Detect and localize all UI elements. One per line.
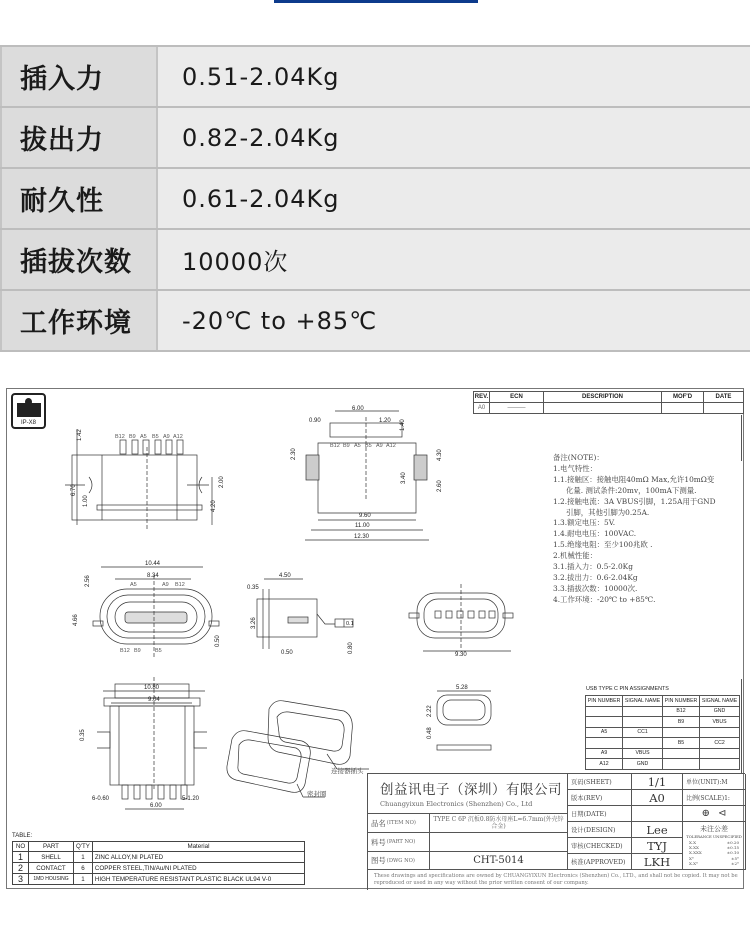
note-line: 3.3.插拔次数：10000次.	[553, 583, 638, 593]
checker-value: TYJ	[632, 838, 683, 854]
svg-text:0.48: 0.48	[427, 727, 433, 739]
svg-text:1.20: 1.20	[379, 418, 391, 424]
spec-value: 10000次	[158, 230, 750, 289]
note-line: 1.3.额定电压：5V.	[553, 518, 616, 528]
svg-text:0.80: 0.80	[348, 642, 354, 654]
svg-text:5-1.20: 5-1.20	[182, 796, 200, 802]
note-line: 1.2.接触电流：3A VBUS引脚，1.25A用于GND	[553, 496, 716, 506]
part-label	[368, 833, 430, 852]
pin-cell	[700, 759, 740, 770]
company-name-en: Chuangyixun Electronics (Shenzhen) Co., Ltd	[380, 800, 533, 808]
company-block	[368, 774, 568, 814]
pin-cell: B9	[662, 717, 699, 728]
spec-value: 0.51-2.04Kg	[158, 47, 750, 106]
part-label-cn: 料号	[371, 837, 386, 847]
date-header: DATE	[704, 392, 744, 403]
pin-cell	[623, 706, 663, 717]
item-label	[368, 814, 430, 833]
spec-label: 工作环境	[0, 291, 158, 350]
svg-text:12.30: 12.30	[354, 534, 370, 540]
pin-label: B5	[152, 434, 159, 440]
svg-text:2.56: 2.56	[85, 575, 91, 587]
svg-text:2.22: 2.22	[427, 705, 433, 717]
front-view	[305, 411, 429, 540]
spec-row	[0, 230, 750, 291]
svg-text:2.60: 2.60	[437, 480, 443, 492]
dwg-label-en: (DWG NO)	[386, 857, 415, 864]
note-line: 4.工作环境：-20℃ to +85℃.	[553, 594, 656, 604]
material-cell: 6	[74, 863, 93, 874]
pin-row	[586, 759, 740, 770]
svg-text:4.50: 4.50	[279, 573, 291, 579]
sheet-divider	[741, 679, 742, 773]
note-line: 3.2.拔出力：0.6-2.04Kg	[553, 572, 638, 582]
pin-cell	[662, 748, 699, 759]
svg-text:2.30: 2.30	[291, 448, 297, 460]
rev-header: REV.	[474, 392, 490, 403]
pin-cell: A12	[586, 759, 623, 770]
rev-cell: A0	[474, 403, 490, 414]
material-cell: HIGH TEMPERATURE RESISTANT PLASTIC BLACK UL94 V-0	[92, 874, 304, 885]
note-line: 1.5.绝缘电阻：至少100兆欧 .	[553, 540, 653, 550]
note-line: 2.机械性能：	[553, 551, 598, 561]
material-cell: SHELL	[29, 852, 74, 863]
pin-cell: GND	[700, 706, 740, 717]
svg-text:9.04: 9.04	[148, 697, 160, 703]
material-cell: 1MD HOUSING	[29, 874, 74, 885]
top-view	[65, 429, 212, 529]
tolerance-val: ±0.10	[726, 850, 739, 856]
svg-text:0.50: 0.50	[215, 635, 221, 647]
spec-row	[0, 291, 750, 352]
spec-table	[0, 45, 750, 352]
pin-row	[586, 706, 740, 717]
material-cell: 1	[74, 874, 93, 885]
title-block	[367, 773, 745, 890]
header-accent-bar	[274, 0, 478, 3]
pin-label: B12	[115, 434, 125, 440]
mofd-header: MOF'D	[662, 392, 704, 403]
svg-text:1.40: 1.40	[400, 419, 406, 431]
svg-text:8.34: 8.34	[147, 573, 159, 579]
part-label-en: (PART NO)	[386, 839, 416, 845]
note-line: 1.电气特性：	[553, 463, 598, 473]
tolerance-key: X.XX	[689, 845, 699, 851]
pin-assignment-table	[585, 695, 740, 770]
material-header: NO	[13, 842, 29, 852]
pin-cell	[586, 738, 623, 749]
svg-text:6.00: 6.00	[150, 803, 162, 809]
svg-text:2.00: 2.00	[219, 476, 225, 488]
pin-label: A5	[354, 443, 361, 449]
pin-cell: GND	[623, 759, 663, 770]
ecn-header: ECN	[490, 392, 544, 403]
pin-cell: CC1	[623, 727, 663, 738]
tolerance-key: X.X°	[689, 860, 698, 866]
description-header: DESCRIPTION	[544, 392, 662, 403]
spec-label: 耐久性	[0, 169, 158, 228]
material-cell: ZINC ALLOY,NI PLATED	[92, 852, 304, 863]
pin-label: B12	[120, 648, 130, 654]
svg-text:4.30: 4.30	[437, 449, 443, 461]
approver-value: LKH	[632, 854, 683, 870]
pin-cell: A5	[586, 727, 623, 738]
svg-text:3.26: 3.26	[251, 617, 257, 629]
designer-value: Lee	[632, 822, 683, 838]
rev-value: A0	[632, 790, 683, 806]
spec-label: 插入力	[0, 47, 158, 106]
svg-text:0.50: 0.50	[281, 650, 293, 656]
tolerance-subtitle: TOLERANCE UNSPECIFIED	[686, 834, 742, 839]
pin-header: PIN NUMBER	[662, 696, 699, 707]
spec-row	[0, 169, 750, 230]
notes-block	[553, 453, 743, 606]
note-line: 1.1.接触区：接触电阻40mΩ Max,允许10mΩ变	[553, 474, 715, 484]
rev-label: 版本(REV)	[568, 790, 632, 806]
ip-rating-label: IP-X8	[20, 420, 36, 426]
tolerance-key: X.X	[689, 840, 696, 845]
tolerance-key: X°	[689, 855, 694, 861]
pin-label: A9	[162, 582, 169, 588]
svg-text:0.35: 0.35	[247, 585, 259, 591]
pin-label: A9	[376, 443, 383, 449]
pin-table-title: USB TYPE C PIN ASSIGNMENTS	[586, 686, 669, 692]
pin-cell	[623, 738, 663, 749]
sheet-value: 1/1	[632, 774, 683, 790]
pin-header: SIGNAL NAME	[623, 696, 663, 707]
date-value	[632, 806, 683, 822]
part-value	[430, 833, 568, 852]
pin-cell	[586, 706, 623, 717]
svg-text:4.66: 4.66	[73, 614, 79, 626]
dwg-number: CHT-5014	[430, 852, 568, 870]
pin-label: B9	[134, 648, 141, 654]
pin-label: B5	[155, 648, 162, 654]
material-cell: 1	[13, 852, 29, 863]
pin-header: SIGNAL NAME	[700, 696, 740, 707]
connector-label: 连接器插头	[331, 768, 364, 775]
spec-value: -20℃ to +85℃	[158, 291, 750, 350]
svg-text:9.60: 9.60	[359, 513, 371, 519]
note-line: 1.4.耐电电压：100VAC.	[553, 529, 637, 539]
ecn-cell: ———	[490, 403, 544, 414]
pin-label: B5	[365, 443, 372, 449]
pin-cell	[700, 748, 740, 759]
dwg-label	[368, 852, 430, 870]
tolerance-val: ±5°	[731, 855, 739, 861]
projection-symbol	[683, 806, 746, 822]
svg-text:4.20: 4.20	[211, 500, 217, 512]
pin-cell	[586, 717, 623, 728]
tolerance-key: X.XXX	[689, 850, 702, 856]
material-cell: 1	[74, 852, 93, 863]
pin-cell: A9	[586, 748, 623, 759]
svg-text:6-0.60: 6-0.60	[92, 796, 110, 802]
pin-row	[586, 717, 740, 728]
tolerance-val: ±0.15	[726, 845, 739, 851]
note-line: 引脚，其他引脚为0.25A.	[566, 507, 650, 517]
spec-label: 拔出力	[0, 108, 158, 167]
flatness-tolerance: 0.1	[346, 621, 354, 627]
pin-label: B9	[129, 434, 136, 440]
scale-label: 比例(SCALE)1:	[683, 790, 746, 806]
note-line: 化量. 测试条件:20mv，100mA下测量.	[566, 485, 697, 495]
pin-cell: VBUS	[623, 748, 663, 759]
pin-row	[586, 738, 740, 749]
isometric-view	[227, 701, 369, 797]
pin-row	[586, 748, 740, 759]
pin-cell: B12	[662, 706, 699, 717]
pin-cell: B5	[662, 738, 699, 749]
svg-text:10.80: 10.80	[144, 685, 160, 691]
tolerance-list	[683, 839, 745, 867]
tolerance-block	[683, 822, 746, 870]
pin-cell	[662, 727, 699, 738]
svg-text:1.42: 1.42	[77, 429, 83, 441]
side-view	[257, 579, 353, 649]
material-cell: 2	[13, 863, 29, 874]
approved-label: 核准(APPROVED)	[568, 854, 632, 870]
pin-cell	[700, 727, 740, 738]
engineering-drawing	[6, 388, 744, 889]
item-value: TYPE C 6P 沉板0.8防水母座L=6.7mm(外壳锌合金)	[430, 814, 568, 833]
svg-text:9.30: 9.30	[455, 652, 467, 658]
svg-text:10.44: 10.44	[145, 561, 161, 567]
material-cell: CONTACT	[29, 863, 74, 874]
mating-view	[409, 584, 513, 651]
material-table	[12, 841, 305, 885]
pin-label: A9	[163, 434, 170, 440]
material-row	[13, 874, 305, 885]
svg-text:3.40: 3.40	[401, 472, 407, 484]
pin-cell: CC2	[700, 738, 740, 749]
pin-label: B9	[343, 443, 350, 449]
material-header: Material	[92, 842, 304, 852]
item-label-en: (ITEM NO)	[386, 820, 416, 826]
projection-cone-icon: ⊲	[718, 808, 727, 819]
tolerance-val: ±2°	[731, 860, 739, 866]
material-row	[13, 852, 305, 863]
face-view	[93, 567, 219, 657]
sheet-label: 页码(SHEET)	[568, 774, 632, 790]
first-angle-circle-icon: ⊕	[701, 808, 710, 819]
dwg-label-cn: 图号	[371, 856, 386, 865]
spec-row	[0, 108, 750, 169]
material-table-caption: TABLE:	[12, 833, 33, 839]
svg-text:1.00: 1.00	[83, 495, 89, 507]
design-label: 设计(DESIGN)	[568, 822, 632, 838]
pin-label: A12	[386, 443, 396, 449]
pin-cell	[623, 717, 663, 728]
pin-label: A5	[130, 582, 137, 588]
copyright-footer: These drawings and specifications are owned by CHUANGYIXUN Electronics (Shenzhen) Co., LTD., and shall not be copied. It may not be reproduced or used in any way without the prior written consent of our company.	[374, 873, 738, 886]
pin-label: B12	[330, 443, 340, 449]
pin-label: A12	[173, 434, 183, 440]
pin-label: A5	[140, 434, 147, 440]
pin-cell: VBUS	[700, 717, 740, 728]
svg-text:0.90: 0.90	[309, 418, 321, 424]
checked-label: 审核(CHECKED)	[568, 838, 632, 854]
material-row	[13, 863, 305, 874]
pin-header: PIN NUMBER	[586, 696, 623, 707]
unit-label: 单位(UNIT):M	[683, 774, 746, 790]
spec-value: 0.82-2.04Kg	[158, 108, 750, 167]
tolerance-val: ±0.20	[726, 840, 739, 845]
svg-text:5.28: 5.28	[456, 685, 468, 691]
date-label: 日期(DATE)	[568, 806, 632, 822]
tolerance-title: 未注公差	[700, 825, 728, 833]
seal-view	[437, 691, 491, 750]
pin-label: B12	[175, 582, 185, 588]
spec-value: 0.61-2.04Kg	[158, 169, 750, 228]
svg-text:6.70: 6.70	[71, 484, 77, 496]
pin-row	[586, 727, 740, 738]
pin-cell	[662, 759, 699, 770]
spec-row	[0, 47, 750, 108]
item-label-cn: 品名	[371, 818, 386, 828]
seal-label: 密封圈	[307, 791, 327, 798]
svg-text:11.00: 11.00	[355, 523, 370, 529]
material-header: Q'TY	[74, 842, 93, 852]
svg-text:0.35: 0.35	[80, 729, 86, 741]
material-cell: 3	[13, 874, 29, 885]
company-name-cn: 创益讯电子（深圳）有限公司	[380, 782, 562, 798]
spec-label: 插拔次数	[0, 230, 158, 289]
note-line: 3.1.插入力：0.5-2.0Kg	[553, 562, 633, 572]
svg-text:6.00: 6.00	[352, 406, 364, 412]
material-cell: COPPER STEEL,TIN/Au/NI PLATED	[92, 863, 304, 874]
material-header: PART	[29, 842, 74, 852]
notes-title: 备注(NOTE)：	[553, 453, 604, 462]
